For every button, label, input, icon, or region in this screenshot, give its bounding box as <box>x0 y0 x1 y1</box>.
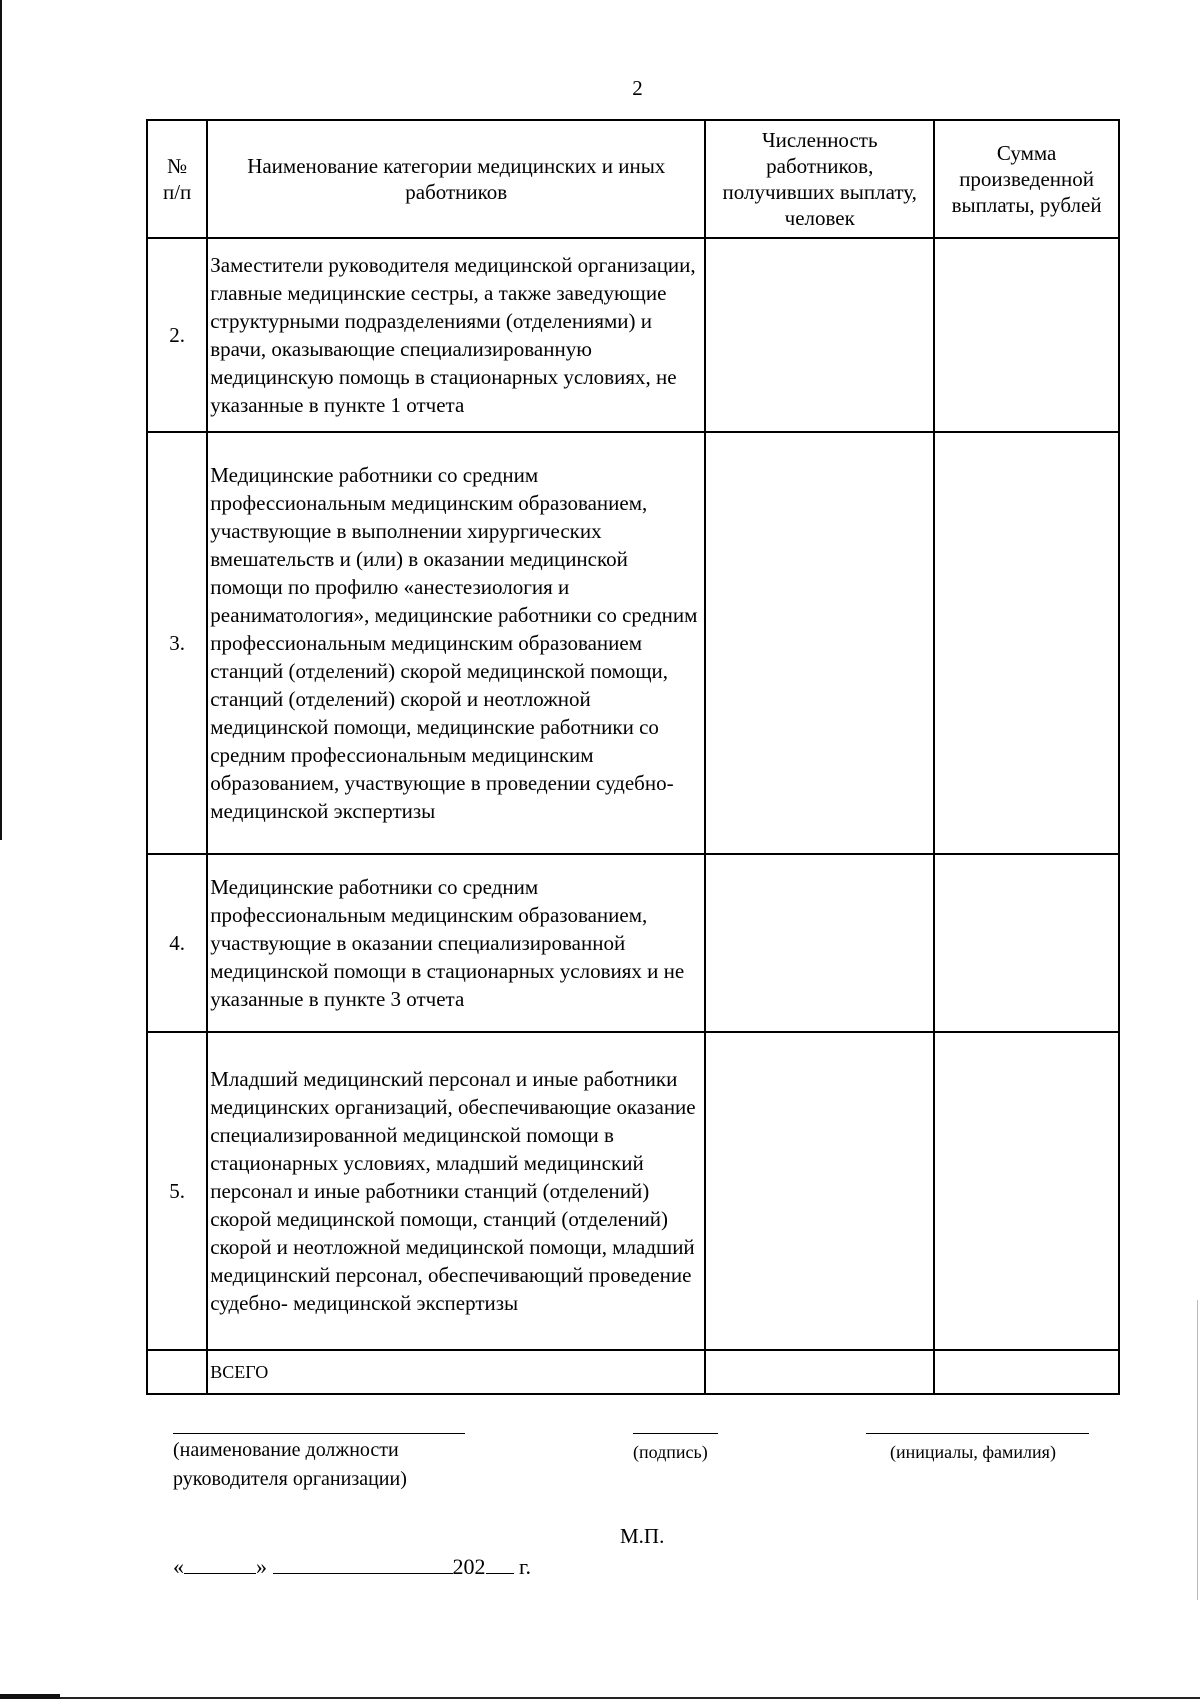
header-num: № п/п <box>147 120 207 238</box>
year-blank[interactable] <box>486 1553 514 1574</box>
name-signature-line[interactable] <box>866 1433 1089 1434</box>
scan-edge-left <box>0 0 2 840</box>
row-sum-cell[interactable] <box>934 238 1119 432</box>
row-category: Медицинские работники со средним профессиональным медицинским образованием, участвующие в оказании специализированной медицинской помощи в стационарных условиях и не указанные в пункте 3 отчета <box>207 854 705 1032</box>
row-number: 3. <box>147 432 207 854</box>
date-open-quote: « <box>173 1554 184 1579</box>
date-line <box>173 1553 531 1580</box>
row-sum-cell[interactable] <box>934 1032 1119 1350</box>
scan-edge-right <box>1197 1300 1198 1600</box>
signature-line[interactable] <box>633 1433 718 1434</box>
table-header-row <box>147 120 1119 238</box>
report-table <box>146 119 1120 1395</box>
position-signature-line[interactable] <box>173 1433 465 1434</box>
signature-label: (подпись) <box>633 1442 708 1462</box>
row-sum-cell[interactable] <box>934 432 1119 854</box>
position-label: (наименование должности руководителя организации) <box>173 1439 407 1490</box>
year-suffix: г. <box>519 1554 532 1579</box>
table-row <box>147 854 1119 1032</box>
header-name: Наименование категории медицинских и иных работников <box>207 120 705 238</box>
row-count-cell[interactable] <box>705 1032 934 1350</box>
row-category: Медицинские работники со средним профессиональным медицинским образованием, участвующие в выполнении хирургических вмешательств и (или) в оказании медицинской помощи по профилю «анестезиология и реаниматология», медицинские работники со средним профессиональным медицинским образованием станций (отделений) скорой медицинской помощи, станций (отделений) скорой и неотложной медицинской помощи, медицинские работники со средним профессиональным медицинским образованием, участвующие в проведении судебно-медицинской экспертизы <box>207 432 705 854</box>
date-close-quote: » <box>256 1554 267 1579</box>
total-count-cell[interactable] <box>705 1350 934 1394</box>
total-label: ВСЕГО <box>207 1350 705 1394</box>
year-prefix: 202 <box>452 1554 486 1579</box>
month-blank[interactable] <box>273 1553 453 1574</box>
stamp-label: М.П. <box>620 1524 665 1548</box>
total-row <box>147 1350 1119 1394</box>
scan-edge-corner <box>0 1694 60 1699</box>
row-category: Заместители руководителя медицинской организации, главные медицинские сестры, а также заведующие структурными подразделениями (отделениями) и врачи, оказывающие специализированную медицинскую помощь в стационарных условиях, не указанные в пункте 1 отчета <box>207 238 705 432</box>
row-count-cell[interactable] <box>705 238 934 432</box>
row-sum-cell[interactable] <box>934 854 1119 1032</box>
row-number: 5. <box>147 1032 207 1350</box>
row-number: 2. <box>147 238 207 432</box>
name-label: (инициалы, фамилия) <box>890 1442 1056 1462</box>
day-blank[interactable] <box>184 1553 256 1574</box>
total-sum-cell[interactable] <box>934 1350 1119 1394</box>
row-number: 4. <box>147 854 207 1032</box>
page-number: 2 <box>632 76 643 100</box>
header-count: Численность работников, получивших выплату, человек <box>705 120 934 238</box>
row-count-cell[interactable] <box>705 854 934 1032</box>
header-sum: Сумма произведенной выплаты, рублей <box>934 120 1119 238</box>
scan-edge-bottom <box>0 1697 1200 1699</box>
row-category: Младший медицинский персонал и иные работники медицинских организаций, обеспечивающие оказание специализированной медицинской помощи в стационарных условиях, младший медицинский персонал и иные работники станций (отделений) скорой медицинской помощи, станций (отделений) скорой и неотложной медицинской помощи, младший медицинский персонал, обеспечивающий проведение судебно- медицинской экспертизы <box>207 1032 705 1350</box>
table-row <box>147 432 1119 854</box>
total-number <box>147 1350 207 1394</box>
table-row <box>147 1032 1119 1350</box>
table-row <box>147 238 1119 432</box>
row-count-cell[interactable] <box>705 432 934 854</box>
